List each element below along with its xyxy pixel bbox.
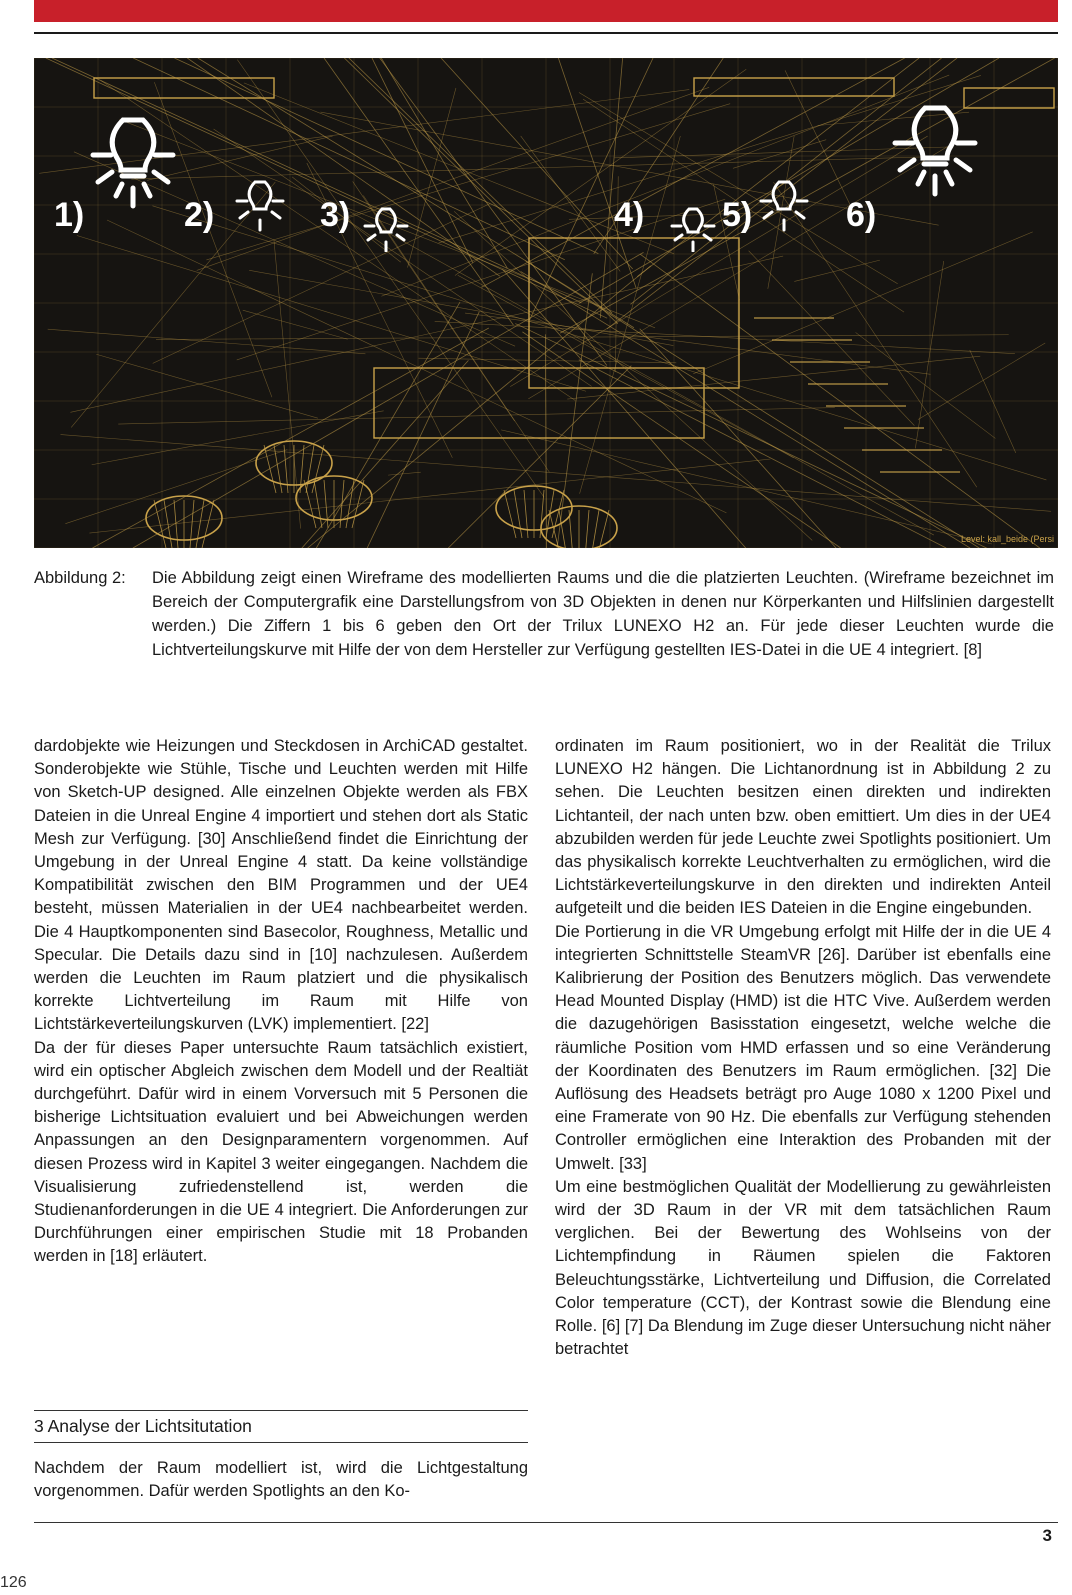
left-column <box>34 735 528 1269</box>
bulb-icon-3 <box>360 204 412 252</box>
caption-text: Die Abbildung zeigt einen Wireframe des modellierten Raums und die die platzierten Leuchten. (Wireframe bezeichnet im Bereich der Computergrafik eine Darstellungsfrom von 3D Objekten in denen nur Körperkanten und Hilfslinien dargestellt werden.) Die Ziffern 1 bis 6 geben den Ort der Trilux LUNEXO H2 an. Für jede dieser Leuchten wurde die Lichtverteilungskurve mit Hilfe der von dem Hersteller zur Verfügung gestellten IES-Datei in die UE 4 integriert. [8] <box>152 569 1054 659</box>
footer-rule <box>34 1522 1058 1523</box>
right-paragraph-2: Die Portierung in die VR Umgebung erfolgt mit Hilfe der in die UE 4 integrierten Schnittstelle SteamVR [26]. Darüber ist ebenfalls eine Kalibrierung der Position des Benutzers möglich. Das verwendete Head Mounted Display (HMD) ist die HTC Vive. Außerdem werden die dazugehörigen Basisstation eingesetzt, welche welche die räumliche Position vom HMD erfassen und so eine Veränderung der Koordinaten des Benutzers im Raum ermöglichen. [32] Die Auflösung des Headsets beträgt pro Auge 1080 x 1200 Pixel und eine Framerate von 90 Hz. Die ebenfalls zur Verfügung stehenden Controller ermöglichen eine Interaktion des Probanden mit der Umwelt. [33] <box>555 922 1051 1173</box>
left-paragraph-3: Nachdem der Raum modelliert ist, wird die Lichtgestaltung vorgenommen. Dafür werden Spotlights an den Ko- <box>34 1459 528 1501</box>
right-column <box>555 735 1051 1361</box>
luminaire-label-3: 3) <box>320 196 351 234</box>
bulb-icon-5 <box>754 176 814 232</box>
bulb-icon-4 <box>667 204 719 252</box>
bulb-icon-2 <box>230 176 290 232</box>
header-color-bar <box>34 0 1058 22</box>
page-number: 3 <box>1042 1526 1052 1545</box>
left-paragraph-2: Da der für dieses Paper untersuchte Raum tatsächlich existiert, wird ein optischer Abgleich zwischen dem Modell und der Realtiät durchgeführt. Dafür wird in einem Vorversuch mit 5 Personen die bisherige Lichtsituation evaluiert und bei Abweichungen werden Anpassungen an den Designparamentern vorgenommen. Auf diesen Prozess wird in Kapitel 3 weiter eingegangen. Nachdem die Visualisierung zufriedenstellend ist, werden die Studienanforderungen in die UE 4 integriert. Die Anforderungen zur Durchführungen einer empirischen Studie mit 18 Probanden werden in [18] erläutert. <box>34 1038 528 1266</box>
bulb-icon-1 <box>78 110 188 210</box>
caption-label: Abbildung 2: <box>34 569 126 587</box>
wireframe-figure <box>34 58 1058 548</box>
luminaire-label-5: 5) <box>722 196 753 234</box>
section-heading: 3 Analyse der Lichtsitutation <box>34 1416 252 1436</box>
section-rule-bottom <box>34 1442 528 1443</box>
luminaire-label-6: 6) <box>846 196 877 234</box>
section-rule-top <box>34 1410 528 1411</box>
luminaire-label-1: 1) <box>54 196 85 234</box>
right-paragraph-1: ordinaten im Raum positioniert, wo in der Realität die Trilux LUNEXO H2 hängen. Die Lichtanordnung ist in Abbildung 2 zu sehen. Die Leuchten besitzen einen direkten und indirekten Lichtanteil, der nach unten bzw. oben emittiert. Um dies in der UE4 abzubilden werden für jede Leuchte zwei Spotlights positioniert. Um das physikalisch korrekte Leuchtverhalten zu ermöglichen, wird die Lichtstärkeverteilungskurve in den direkten und indirekten Anteil aufgeteilt und die beiden IES Dateien in die Engine eingebunden. <box>555 737 1051 918</box>
luminaire-label-4: 4) <box>614 196 645 234</box>
left-paragraph-1: dardobjekte wie Heizungen und Steckdosen in ArchiCAD gestaltet. Sonderobjekte wie Stühle, Tische und Leuchten werden mit Hilfe von Sketch-UP designed. Alle einzelnen Objekte werden als FBX Dateien in die Unreal Engine 4 importiert und stehen dort als Static Mesh zur Verfügung. [30] Anschließend findet die Einrichtung der Umgebung in der Unreal Engine 4 statt. Da keine vollständige Kompatibilität zwischen den BIM Programmen und der UE4 besteht, müssen Materialien in der UE4 nachbearbeitet werden. Die 4 Hauptkomponenten sind Basecolor, Roughness, Metallic und Specular. Die Details dazu sind in [10] nachzulesen. Außerdem werden die Leuchten im Raum platziert und die physikalisch korrekte Lichtverteilung im Raum mit Hilfe von Lichtstärkeverteilungskurven (LVK) implementiert. [22] <box>34 737 528 1034</box>
figure-watermark: Level: kall_beide (Persi <box>960 534 1054 544</box>
bulb-icon-6 <box>880 98 990 198</box>
header-rule <box>34 32 1058 34</box>
margin-page-number: 126 <box>0 1574 27 1591</box>
right-paragraph-3: Um eine bestmöglichen Qualität der Modellierung zu gewährleisten wird der 3D Raum in der VR mit dem tatsächlichen Raum verglichen. Bei der Bewertung des Wohlseins von der Lichtempfindung in Räumen spielen die Faktoren Beleuchtungsstärke, Lichtverteilung und Diffusion, die Correlated Color temperature (CCT), der Kontrast sowie die Blendung eine Rolle. [6] [7] Da Blendung im Zuge dieser Untersuchung nicht näher betrachtet <box>555 1177 1051 1359</box>
luminaire-label-2: 2) <box>184 196 215 234</box>
